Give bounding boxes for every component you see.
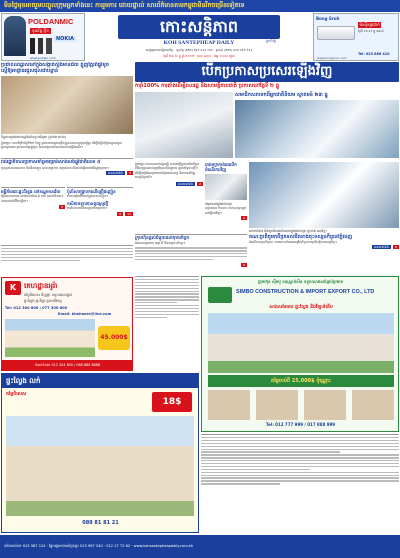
ad-poldan-tagline: ទូរស័ព្ទ ថ្មីៗ <box>32 28 49 33</box>
ad-bongsruh-line1: Bong Sruh <box>316 16 340 21</box>
lead-story <box>135 62 399 160</box>
col-mid-2-caption: កម្មករនៅក្នុងរោងចក្រ <box>205 202 232 207</box>
brief-left-1-body: ភ្លើងបានឆាបឆេះនៅវេលាម៉ោង ៩ យប់ ដោយមិនមានការបាត់បង់ជីវិតឡើយ។ <box>1 194 64 203</box>
brief-mid-4 <box>135 276 199 371</box>
ad-aura-logo: K <box>5 281 21 295</box>
masthead-subtitle: KOH SANTEPHEAP DAILY <box>163 40 235 46</box>
bottom-right-block <box>201 434 399 533</box>
ad-aura-house-image <box>5 319 95 357</box>
ad-simbo-building-image <box>208 313 394 373</box>
col-mid-1-body: ក្រសួងសាធារណការ និងដឹកជញ្ជូន បានបញ្ជាក់ថា គម្រោងនេះនឹងចាប់ផ្តើមនៅដើមឆ្នាំក្រោយ។ <box>1 165 110 170</box>
ad-aura-price: 45.000$ <box>100 334 128 341</box>
ad-simbo-logo <box>208 287 232 303</box>
ad-aura[interactable] <box>1 277 133 371</box>
brief-mid-3-page[interactable]: 9 <box>243 262 245 267</box>
ad-bongsruh-phone: Tel: 023 886 410 <box>358 52 390 56</box>
ad-aura-phone: Tel: 012 300 800 / 077 300 800 <box>5 306 68 310</box>
ad-aura-footer: ទំនាក់ទំនង៖ 012 304 850 / 088 888 8888 <box>2 360 133 371</box>
footer <box>0 535 400 558</box>
col-mid-2-body: កម្មករជាង ២០០០ នាក់បានត្រឡប់ទៅធ្វើការវិញ។ <box>205 206 247 215</box>
lead-headline: បើកប្រកាសប្រសេរឡើងវិញ <box>201 64 333 79</box>
ad-simbo-slogan: សាងសង់អគារ ផ្ទះល្វែង និងវីឡាទំនើប <box>269 305 333 310</box>
ad-bottom-left-phone: 089 81 81 21 <box>82 520 119 526</box>
story-right <box>249 162 399 274</box>
ad-bottom-left-title: ផ្ទះល្វែង លក់ <box>6 377 41 385</box>
top-banner <box>0 0 400 12</box>
brief-mid-4-text <box>135 279 199 318</box>
ad-bottom-left-house-image <box>6 416 194 516</box>
ad-poldan[interactable] <box>1 13 85 61</box>
lead-body: ភ្នំពេញ៖ លោកនាយករដ្ឋមន្ត្រី បានអញ្ជើញជាអធិបតីក្នុងពិធីសម្ពោធដាក់ឲ្យប្រើប្រាស់ជាផ្លូវការ នូវសមិទ្ធផលថ្មីៗ ដើម្បីបម្រើផលប្រយោជន៍ប្រជាពលរដ្ឋ និងការអភិវឌ្ឍសេដ្ឋកិច្ចជាតិ។ <box>135 162 200 180</box>
brief-mid-3-text-lines <box>135 247 247 260</box>
ad-simbo-company: SIMBO CONSTRUCTION & IMPORT EXPORT CO., LTD <box>236 289 375 295</box>
brief-left-2-body: ជនសង្ស័យពីរនាក់ត្រូវបានចាប់ខ្លួន។ <box>67 194 109 199</box>
brief-row-left <box>1 245 133 275</box>
masthead-title: កោះសន្តិភាព <box>159 17 239 36</box>
ad-aura-email: Email: kimhoare@live.com <box>58 312 112 316</box>
ad-bottom-left-badge: 18$ <box>152 392 192 412</box>
ad-simbo-thumbnails <box>208 390 394 420</box>
masthead-info-line: ចេញផ្សាយជារៀងរាល់ថ្ងៃ · ទូរស័ព្ទ (855) 023 213 721 · ទូរសារ (855) 023 213 721 <box>145 48 253 52</box>
masthead-date-line: ថ្ងៃទី ២៣ ខែ ធ្នូ ឆ្នាំ ២០១២ · លេខ ៦៣០ · តម្លៃ ១០០០ រៀល <box>163 54 235 58</box>
footer-text: ការិយាល័យ៖ 023 987 124 · ផ្នែកផ្សាយពាណិជ្ជកម្ម៖ 023 987 240 · 012 27 72 62 · www.kohsantepheapdaily.com.kh <box>4 544 194 548</box>
brief-left-2-page[interactable]: 6 <box>119 212 122 217</box>
brief-mid-3-headline[interactable]: ក្រុមហ៊ុនផ្តល់ជំនួយដល់កុមារកំព្រា <box>135 236 190 241</box>
lead-subhead: ការ៉ាំ100% ការតាំងដើម្បីពលរដ្ឋ និងសាមគ្គីភាពជាតិ ប្រកាសនៅថ្ងៃទី ២ ធ្នូ <box>135 83 280 89</box>
story-right-body: ដំណើរទស្សនកិច្ចនេះ មានគោលបំណងពង្រឹងកិច្ចសហប្រតិបត្តិការសេដ្ឋកិច្ច។ <box>249 240 337 244</box>
brief-left-1-page[interactable]: 5 <box>61 205 63 210</box>
ad-simbo-top-line: ក្រុមហ៊ុន ស៊ីមបូ ខនស្ត្រាក់សិន ទទួលសាងសង់គ្រប់ប្រភេទ <box>257 279 344 284</box>
story-left <box>1 62 133 157</box>
brief-left-1-headline[interactable]: អគ្គីភ័យឆេះផ្ទះពីរខ្នង នៅខណ្ឌមានជ័យ <box>1 189 61 194</box>
ad-bongsruh-site: www.bongsruh.com <box>317 56 347 60</box>
ad-simbo[interactable] <box>201 276 399 432</box>
ad-bottom-left-sub: តម្លៃពិសេស <box>6 392 27 397</box>
lead-photo-right <box>235 100 399 158</box>
col-mid-1-page[interactable]: 3 <box>129 171 131 175</box>
ad-aura-line2: ផ្ទះល្វែង ផ្ទះវីឡា ផ្ទះអាជីវកម្ម <box>24 299 62 303</box>
col-mid-2 <box>205 162 247 232</box>
ad-poldan-footer: www.poldan.com <box>30 56 56 60</box>
ad-phone-images <box>30 38 52 54</box>
story-right-more-tag[interactable]: មានតទៅទំព័រ <box>373 245 390 250</box>
brief-left-3-page[interactable]: 11 <box>127 212 131 217</box>
masthead-small-label: ប្រចាំថ្ងៃ <box>266 39 276 43</box>
story-right-headline[interactable]: គណៈប្រតិភូមកពីប្រទេសជិតខាងចុះទស្សនកិច្ចនៅភ្នំពេញ <box>249 234 353 240</box>
ad-person-photo <box>4 16 26 56</box>
story-right-photo <box>249 162 399 228</box>
story-right-page[interactable]: 8 <box>395 245 397 250</box>
ad-poldan-brand2: NOKIA <box>56 36 75 42</box>
ad-bongsruh[interactable] <box>313 13 399 61</box>
col-mid-1 <box>1 158 133 186</box>
masthead-title-box <box>118 15 280 39</box>
brief-left-2-headline[interactable]: ប៉ូលិសបង្ក្រាបករណីគ្រឿងញៀន <box>67 189 116 194</box>
bottom-right-text <box>201 437 399 485</box>
story-right-caption: លោកជំទាវ ពិនិត្យមើលផលិតផលក្នុងរោងចក្រ (រូបថត ណារិទ្ធ) <box>249 229 327 233</box>
lead-more-tag[interactable]: មានតទៅទំព័រ <box>177 181 194 186</box>
lead-body-col <box>135 162 203 232</box>
ad-bottom-left[interactable] <box>1 373 199 533</box>
brief-left-2-headline-b[interactable]: កសិករទទួលបានពូជស្រូវថ្មី <box>67 200 109 206</box>
ad-aura-line1: តម្លៃពិសេស ទិញផ្ទះ ទទួលបានរង្វាន់ <box>24 293 73 297</box>
col-mid-1-headline[interactable]: រាជរដ្ឋាភិបាលប្រកាសគាំទ្រគម្រោងសាងសង់ផ្លូវជាតិលេខ ៥ <box>1 160 101 165</box>
col-mid-1-more-tag[interactable]: មានតទៅទំព័រ <box>107 171 124 175</box>
brief-mid-3 <box>135 234 247 274</box>
brief-left-2 <box>67 187 133 243</box>
lead-side-headline[interactable]: សមាជិកសភាមកពីអ្នកជាតិនិយម ស្វាគមន៍ ២៣ ធ្នូ <box>235 92 328 98</box>
top-banner-headline: មិនថ្ងៃមុខអាចរួមបញ្ចូលក្រុមអ្នកទាំងនេះ ការរួមការ ដោយផ្ទាល់ សារព័ត៌មានតាមកម្ពុជាមិនរីកចម្រើនទៀតទេ <box>4 2 245 9</box>
lead-headline-box[interactable] <box>135 62 399 82</box>
lead-photo-left <box>135 92 233 158</box>
ad-aircon-image <box>317 26 355 40</box>
story-left-headline[interactable]: ប្រជាពលរដ្ឋរស់នៅក្នុងសង្កាត់ស្ទឹងមានជ័យ ត្អូញត្អែរពីផ្លូវខូច ស្នើឱ្យអាជ្ញាធរជួសជុលជាបន្ទាន់ <box>1 62 109 75</box>
ad-simbo-price-line: តម្លៃចាប់ពី 25.000$ ប៉ុណ្ណោះ <box>208 375 394 387</box>
ad-bongsruh-line3: ថ្ងៃទី 13-17 ធ្នូ 2012 <box>358 29 384 33</box>
masthead <box>86 13 312 61</box>
col-mid-2-headline[interactable]: រោងចក្រកាត់ដេរបើកដំណើរការវិញ <box>205 162 237 173</box>
ad-aura-title: គេហដ្ឋានអូរ៉ា <box>24 282 58 290</box>
ad-aura-price-badge <box>98 326 130 350</box>
ad-simbo-phone: Tel: 012 777 999 / 017 888 999 <box>265 422 336 427</box>
lead-page[interactable]: 2 <box>199 181 201 186</box>
brief-left-1 <box>1 187 65 243</box>
brief-left-3-body: ការចែកចាយនឹងបន្តនៅខែក្រោយ។ <box>67 205 108 210</box>
ad-poldan-brand: POLDANMIC <box>28 17 74 26</box>
brief-mid-3-body: អំណោយរួមមាន អង្ករ មី និងសម្ភារៈសិក្សា។ <box>135 241 186 246</box>
story-left-photo <box>1 76 133 134</box>
col-mid-2-photo <box>205 174 247 200</box>
story-left-caption: ទិដ្ឋភាពប្រជាពលរដ្ឋរង់ចាំទទួលជំនួយ (រូបថត ហេង) <box>1 135 66 139</box>
col-mid-2-page[interactable]: 4 <box>243 216 245 221</box>
brief-row-left-text <box>1 248 133 261</box>
ad-bottom-left-header <box>2 374 199 388</box>
ad-bongsruh-line2: ម៉ាស៊ីនត្រជាក់ <box>359 22 380 27</box>
story-left-body: ភ្នំពេញ៖ កាលពីព្រឹកថ្ងៃទី២២ ខែធ្នូ ប្រជាពលរដ្ឋជាច្រើនគ្រួសារបានប្រមូលផ្តុំគ្នា ដើម្បីស្នើសុំឱ្យអាជ្ញាធរមូលដ្ឋានជួយដោះស្រាយបញ្ហាផ្លូវខូច ដែលបង្កការលំបាកដល់ការធ្វើដំណើរ។ <box>1 141 123 150</box>
